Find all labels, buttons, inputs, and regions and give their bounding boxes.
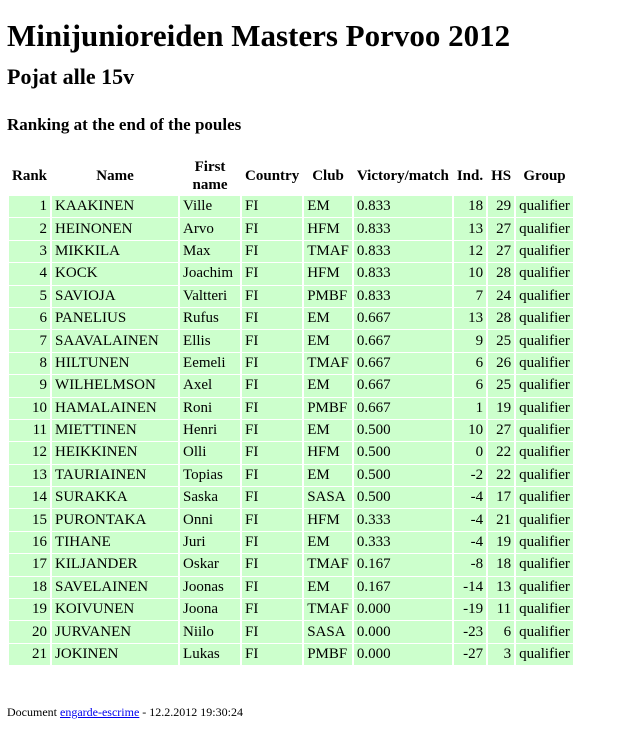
cell-name: JOKINEN [52,644,178,665]
cell-hs: 21 [488,509,514,530]
cell-victory-match: 0.833 [354,241,452,262]
cell-group: qualifier [516,353,573,374]
cell-club: HFM [304,509,352,530]
cell-victory-match: 0.833 [354,218,452,239]
col-header-rank: Rank [9,157,50,195]
cell-first-name: Oskar [180,554,240,575]
cell-first-name: Max [180,241,240,262]
cell-victory-match: 0.833 [354,196,452,217]
col-header-hs: HS [488,157,514,195]
table-row [9,218,573,239]
cell-first-name: Rufus [180,308,240,329]
cell-rank: 6 [9,308,50,329]
cell-first-name: Valtteri [180,286,240,307]
cell-ind: -23 [454,621,486,642]
cell-first-name: Joona [180,599,240,620]
cell-rank: 19 [9,599,50,620]
engarde-escrime-link[interactable]: engarde-escrime [60,705,140,719]
cell-country: FI [242,196,302,217]
cell-first-name: Roni [180,398,240,419]
cell-club: HFM [304,218,352,239]
page-subtitle: Pojat alle 15v [7,64,135,89]
cell-first-name: Axel [180,375,240,396]
cell-name: TIHANE [52,532,178,553]
cell-victory-match: 0.667 [354,398,452,419]
cell-group: qualifier [516,554,573,575]
cell-hs: 25 [488,375,514,396]
cell-club: HFM [304,442,352,463]
table-row [9,308,573,329]
cell-group: qualifier [516,420,573,441]
table-row [9,621,573,642]
cell-country: FI [242,442,302,463]
cell-ind: -4 [454,487,486,508]
cell-victory-match: 0.500 [354,442,452,463]
table-row [9,554,573,575]
cell-ind: 1 [454,398,486,419]
cell-rank: 3 [9,241,50,262]
cell-club: HFM [304,263,352,284]
cell-rank: 13 [9,465,50,486]
cell-club: SASA [304,621,352,642]
col-header-first-name: First name [180,157,240,195]
cell-victory-match: 0.333 [354,532,452,553]
cell-country: FI [242,644,302,665]
col-header-name: Name [52,157,178,195]
cell-rank: 7 [9,330,50,351]
cell-name: KOCK [52,263,178,284]
cell-hs: 26 [488,353,514,374]
cell-victory-match: 0.667 [354,353,452,374]
cell-country: FI [242,487,302,508]
table-row [9,353,573,374]
cell-hs: 19 [488,532,514,553]
cell-rank: 10 [9,398,50,419]
cell-group: qualifier [516,263,573,284]
cell-ind: -2 [454,465,486,486]
cell-name: JURVANEN [52,621,178,642]
cell-club: PMBF [304,644,352,665]
table-row [9,509,573,530]
table-row [9,599,573,620]
col-header-victory-match: Victory/match [354,157,452,195]
cell-victory-match: 0.000 [354,644,452,665]
cell-first-name: Henri [180,420,240,441]
cell-group: qualifier [516,308,573,329]
footer-prefix: Document [7,705,60,719]
cell-hs: 27 [488,420,514,441]
table-row [9,487,573,508]
col-header-group: Group [516,157,573,195]
cell-ind: -19 [454,599,486,620]
cell-rank: 20 [9,621,50,642]
footer-timestamp: - 12.2.2012 19:30:24 [139,705,243,719]
cell-rank: 15 [9,509,50,530]
cell-country: FI [242,420,302,441]
cell-first-name: Lukas [180,644,240,665]
cell-group: qualifier [516,196,573,217]
header-row [9,157,573,195]
cell-hs: 22 [488,442,514,463]
cell-ind: -4 [454,532,486,553]
cell-group: qualifier [516,487,573,508]
cell-ind: 9 [454,330,486,351]
cell-hs: 22 [488,465,514,486]
cell-rank: 17 [9,554,50,575]
cell-group: qualifier [516,532,573,553]
cell-first-name: Niilo [180,621,240,642]
cell-ind: 10 [454,263,486,284]
cell-club: TMAF [304,353,352,374]
cell-group: qualifier [516,442,573,463]
cell-group: qualifier [516,218,573,239]
cell-victory-match: 0.500 [354,487,452,508]
cell-club: TMAF [304,554,352,575]
cell-hs: 11 [488,599,514,620]
cell-club: TMAF [304,599,352,620]
cell-first-name: Joonas [180,577,240,598]
cell-hs: 13 [488,577,514,598]
cell-country: FI [242,218,302,239]
cell-name: MIETTINEN [52,420,178,441]
cell-ind: -8 [454,554,486,575]
table-row [9,465,573,486]
cell-rank: 9 [9,375,50,396]
cell-country: FI [242,286,302,307]
cell-hs: 19 [488,398,514,419]
cell-first-name: Ville [180,196,240,217]
table-row [9,286,573,307]
cell-ind: 13 [454,308,486,329]
cell-first-name: Onni [180,509,240,530]
col-header-ind: Ind. [454,157,486,195]
cell-country: FI [242,308,302,329]
cell-hs: 27 [488,218,514,239]
table-row [9,442,573,463]
cell-country: FI [242,353,302,374]
cell-victory-match: 0.167 [354,577,452,598]
cell-name: HAMALAINEN [52,398,178,419]
col-header-country: Country [242,157,302,195]
cell-club: TMAF [304,241,352,262]
cell-country: FI [242,263,302,284]
cell-name: KAAKINEN [52,196,178,217]
cell-rank: 16 [9,532,50,553]
cell-ind: 7 [454,286,486,307]
cell-ind: 10 [454,420,486,441]
cell-country: FI [242,509,302,530]
cell-victory-match: 0.833 [354,263,452,284]
table-row [9,196,573,217]
cell-club: EM [304,577,352,598]
cell-country: FI [242,330,302,351]
table-row [9,241,573,262]
cell-hs: 27 [488,241,514,262]
col-header-club: Club [304,157,352,195]
cell-victory-match: 0.667 [354,330,452,351]
cell-group: qualifier [516,465,573,486]
cell-rank: 11 [9,420,50,441]
cell-victory-match: 0.667 [354,308,452,329]
cell-hs: 6 [488,621,514,642]
cell-group: qualifier [516,644,573,665]
cell-rank: 4 [9,263,50,284]
ranking-table [7,156,575,666]
cell-club: PMBF [304,398,352,419]
cell-hs: 28 [488,263,514,284]
page-title: Minijunioreiden Masters Porvoo 2012 [7,18,511,53]
cell-club: PMBF [304,286,352,307]
cell-group: qualifier [516,398,573,419]
cell-group: qualifier [516,509,573,530]
cell-victory-match: 0.833 [354,286,452,307]
cell-club: EM [304,308,352,329]
cell-ind: 18 [454,196,486,217]
cell-group: qualifier [516,621,573,642]
cell-first-name: Ellis [180,330,240,351]
cell-club: EM [304,420,352,441]
cell-hs: 3 [488,644,514,665]
cell-name: SAVIOJA [52,286,178,307]
cell-name: MIKKILA [52,241,178,262]
cell-victory-match: 0.500 [354,465,452,486]
cell-club: EM [304,196,352,217]
cell-name: PURONTAKA [52,509,178,530]
cell-country: FI [242,241,302,262]
cell-hs: 29 [488,196,514,217]
cell-group: qualifier [516,375,573,396]
cell-country: FI [242,465,302,486]
cell-club: EM [304,465,352,486]
cell-name: HEINONEN [52,218,178,239]
cell-victory-match: 0.667 [354,375,452,396]
cell-rank: 1 [9,196,50,217]
cell-ind: 13 [454,218,486,239]
cell-name: SAAVALAINEN [52,330,178,351]
cell-first-name: Arvo [180,218,240,239]
cell-rank: 8 [9,353,50,374]
cell-hs: 25 [488,330,514,351]
table-row [9,420,573,441]
cell-rank: 18 [9,577,50,598]
cell-rank: 2 [9,218,50,239]
section-heading: Ranking at the end of the poules [7,115,242,134]
cell-victory-match: 0.333 [354,509,452,530]
cell-group: qualifier [516,241,573,262]
cell-rank: 5 [9,286,50,307]
cell-ind: 6 [454,375,486,396]
cell-victory-match: 0.500 [354,420,452,441]
cell-first-name: Topias [180,465,240,486]
cell-victory-match: 0.000 [354,621,452,642]
cell-group: qualifier [516,577,573,598]
cell-country: FI [242,398,302,419]
cell-group: qualifier [516,599,573,620]
cell-rank: 12 [9,442,50,463]
cell-first-name: Olli [180,442,240,463]
cell-name: HEIKKINEN [52,442,178,463]
table-row [9,263,573,284]
table-row [9,532,573,553]
cell-country: FI [242,621,302,642]
cell-name: KOIVUNEN [52,599,178,620]
cell-ind: -27 [454,644,486,665]
cell-name: HILTUNEN [52,353,178,374]
cell-group: qualifier [516,286,573,307]
table-row [9,644,573,665]
cell-name: SURAKKA [52,487,178,508]
cell-country: FI [242,599,302,620]
cell-ind: -4 [454,509,486,530]
cell-club: EM [304,375,352,396]
cell-ind: 12 [454,241,486,262]
cell-hs: 18 [488,554,514,575]
table-row [9,577,573,598]
cell-country: FI [242,554,302,575]
cell-name: TAURIAINEN [52,465,178,486]
cell-rank: 21 [9,644,50,665]
cell-ind: 0 [454,442,486,463]
cell-first-name: Saska [180,487,240,508]
cell-group: qualifier [516,330,573,351]
cell-first-name: Juri [180,532,240,553]
cell-name: WILHELMSON [52,375,178,396]
cell-country: FI [242,375,302,396]
cell-name: KILJANDER [52,554,178,575]
cell-hs: 24 [488,286,514,307]
cell-victory-match: 0.000 [354,599,452,620]
cell-club: SASA [304,487,352,508]
footer [7,704,243,720]
cell-hs: 28 [488,308,514,329]
cell-club: EM [304,330,352,351]
table-row [9,375,573,396]
cell-victory-match: 0.167 [354,554,452,575]
cell-ind: -14 [454,577,486,598]
table-row [9,398,573,419]
cell-club: EM [304,532,352,553]
cell-hs: 17 [488,487,514,508]
cell-name: PANELIUS [52,308,178,329]
cell-country: FI [242,577,302,598]
cell-first-name: Eemeli [180,353,240,374]
cell-country: FI [242,532,302,553]
cell-ind: 6 [454,353,486,374]
cell-first-name: Joachim [180,263,240,284]
cell-name: SAVELAINEN [52,577,178,598]
cell-rank: 14 [9,487,50,508]
table-row [9,330,573,351]
